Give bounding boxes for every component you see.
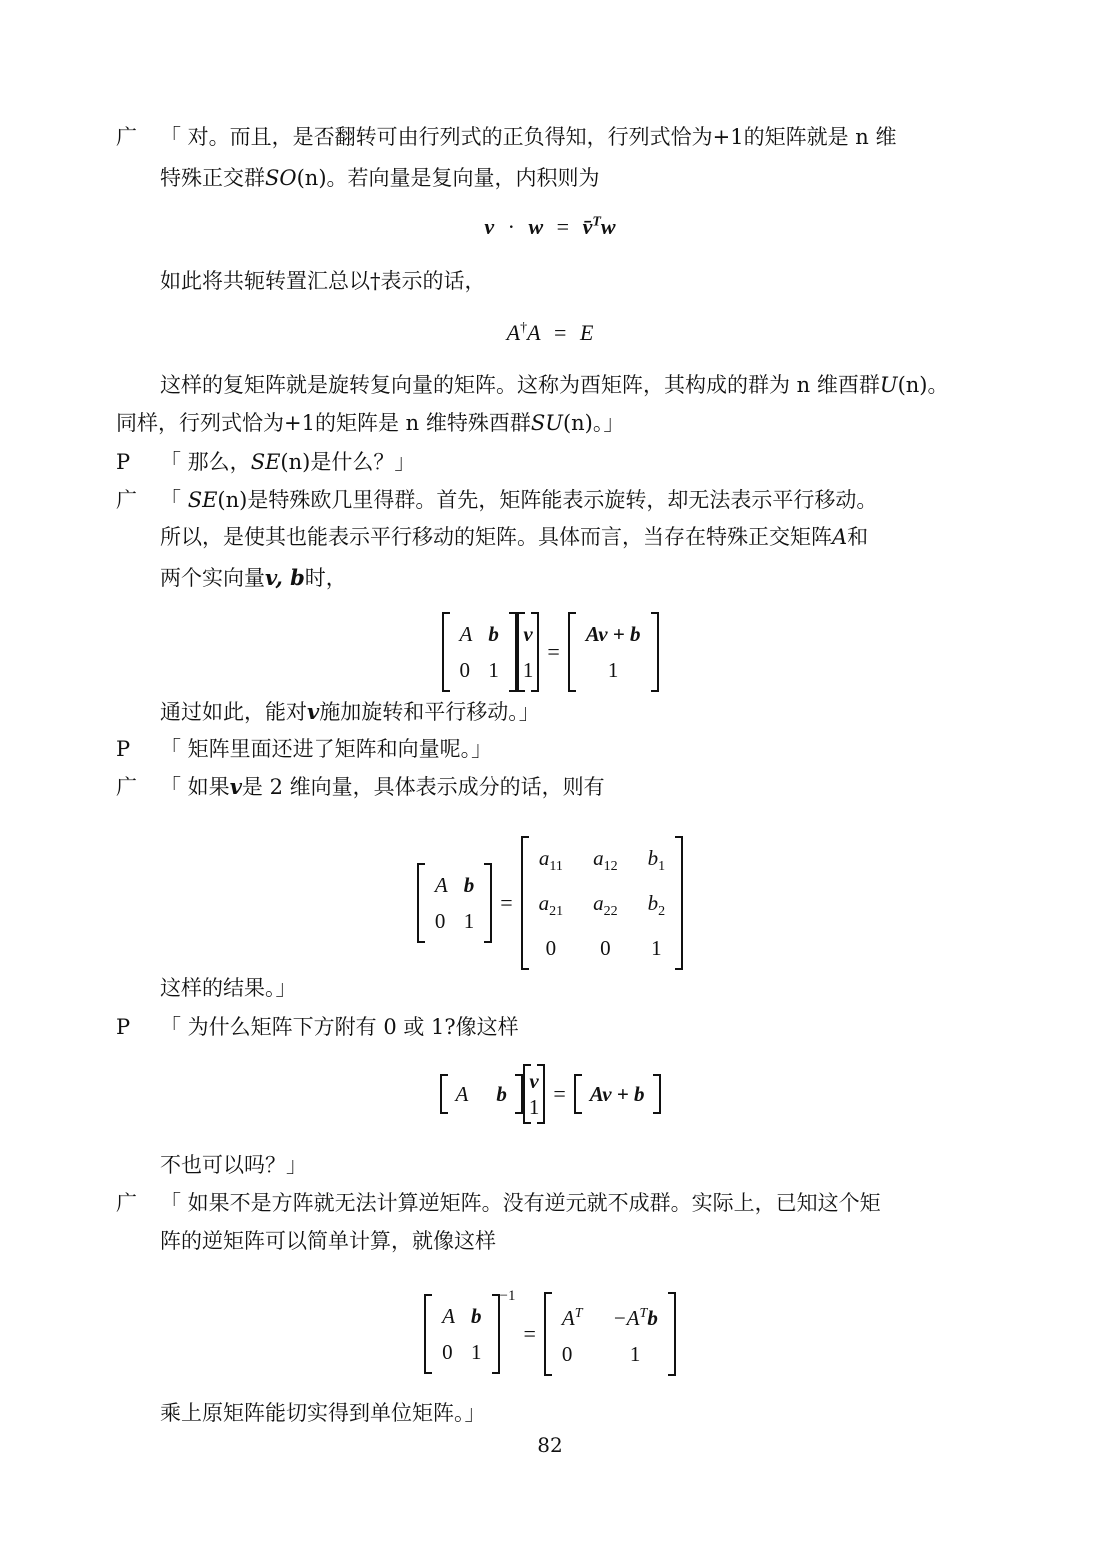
matrix-cell: 0: [545, 936, 557, 961]
math-sub: 1: [658, 859, 666, 875]
math-inline: v: [307, 699, 320, 724]
matrix-cell: A: [442, 1304, 455, 1328]
math-var: b: [647, 891, 659, 916]
text-line: 如此将共轭转置汇总以†表示的话，: [160, 269, 486, 293]
math-var: w: [528, 214, 544, 239]
text-line: 「 为什么矩阵下方附有 0 或 1?像这样: [160, 1015, 519, 1039]
math-sub: 11: [549, 859, 563, 875]
math-sup: T: [592, 214, 601, 230]
math-sub: 22: [603, 904, 618, 920]
vector-v-1: [517, 612, 540, 692]
matrix-cell: v: [529, 1069, 539, 1093]
matrix-3x3: [521, 836, 684, 970]
equation-unitary: [0, 320, 1100, 346]
matrix-cell: [571, 885, 626, 930]
math-inline: U: [879, 373, 898, 397]
matrix-cell: [531, 840, 572, 885]
math-sup: T: [574, 1306, 583, 1321]
matrix-expression: [440, 1064, 661, 1124]
text-line: [116, 408, 624, 438]
text-line: [160, 447, 415, 477]
matrix-cell: A: [434, 873, 448, 898]
math-op: =: [553, 1081, 566, 1106]
matrix-cell: 0: [600, 936, 611, 961]
matrix-cell: Av + b: [585, 622, 641, 646]
text-line: [160, 163, 600, 193]
math-inline: A: [832, 525, 848, 549]
text-line: 「 对。而且，是否翻转可由行列式的正负得知，行列式恰为+1的矩阵就是 n 维: [160, 125, 897, 149]
text-span: 「 如果: [160, 775, 230, 799]
math-sub: 21: [549, 904, 564, 920]
text-span: (n)。」: [562, 411, 625, 435]
matrix-cell: 0: [442, 1340, 453, 1364]
text-span: 同样，行列式恰为+1的矩阵是 n 维特殊酉群: [116, 411, 531, 435]
matrix-cell: v: [523, 622, 533, 646]
speaker-p: P: [116, 450, 131, 474]
text-line: 乘上原矩阵能切实得到单位矩阵。」: [160, 1401, 486, 1425]
math-var: a: [538, 891, 550, 916]
math-var: a: [593, 846, 604, 870]
vector-result: [574, 1074, 661, 1114]
matrix-cell: 0: [434, 909, 446, 934]
text-line: [160, 697, 540, 727]
matrix-cell: b: [463, 873, 475, 898]
matrix-A-b: [442, 612, 517, 692]
math-inline: v, b: [265, 565, 305, 590]
text-line: [160, 485, 877, 515]
matrix-cell: b: [496, 1082, 507, 1106]
math-inline: SU: [530, 411, 563, 435]
math-sub: 12: [603, 859, 618, 875]
speaker-p: P: [116, 1015, 131, 1039]
text-span: 是 2 维向量，具体表示成分的话，则有: [241, 775, 605, 799]
matrix-cell: [554, 1296, 591, 1336]
math-var: −A: [612, 1306, 640, 1330]
speaker-guang: 广: [116, 488, 137, 512]
text-line: 「 矩阵里面还进了矩阵和向量呢。」: [160, 737, 493, 761]
matrix-cell: 1: [629, 1342, 641, 1366]
math-var: E: [579, 320, 594, 345]
equation-homogeneous: [0, 612, 1100, 692]
text-span: 「 那么，: [160, 450, 251, 474]
matrix-cell: 1: [522, 658, 534, 682]
math-sup: T: [639, 1306, 648, 1321]
math-op: =: [500, 890, 513, 916]
matrix-cell: 1: [471, 1340, 482, 1364]
text-span: 通过如此，能对: [160, 700, 307, 724]
text-line: 「 如果不是方阵就无法计算逆矩阵。没有逆元就不成群。实际上，已知这个矩: [160, 1191, 881, 1215]
speaker-guang: 广: [116, 775, 137, 799]
text-span: 这样的复矩阵就是旋转复向量的矩阵。这称为酉矩阵，其构成的群为 n 维酉群: [160, 373, 880, 397]
matrix-cell: [571, 840, 626, 885]
matrix-cell: b: [488, 622, 499, 646]
math-var: A: [506, 320, 521, 345]
matrix-cell: 1: [607, 658, 619, 682]
text-line: 不也可以吗？」: [160, 1153, 307, 1177]
matrix-cell: 0: [561, 1342, 573, 1366]
text-span: (n)是什么？」: [280, 450, 416, 474]
matrix-cell: 1: [488, 658, 499, 682]
text-span: (n)。: [897, 373, 949, 397]
matrix-A-b: [424, 1294, 499, 1374]
text-span: 所以，是使其也能表示平行移动的矩阵。具体而言，当存在特殊正交矩阵: [160, 525, 832, 549]
text-span: 时，: [304, 566, 347, 590]
matrix-cell: [591, 1296, 666, 1336]
text-span: 两个实向量: [160, 566, 265, 590]
text-line: [160, 563, 347, 593]
matrix-cell: 1: [463, 909, 475, 934]
matrix-inverse: [544, 1292, 676, 1376]
matrix-cell: [626, 885, 674, 930]
matrix-cell: [626, 840, 674, 885]
math-op: =: [554, 320, 567, 345]
equation-nonsquare: [0, 1064, 1100, 1124]
math-sub: 2: [658, 904, 666, 920]
text-span: 和: [847, 525, 869, 549]
math-var: w: [600, 214, 616, 239]
matrix-expression: [442, 612, 659, 692]
math-op: =: [547, 639, 560, 664]
text-span: 特殊正交群: [160, 166, 265, 190]
matrix-row-A-b: [440, 1074, 523, 1114]
equation-inverse: [0, 1288, 1100, 1376]
math-var: A: [561, 1306, 575, 1330]
page-number: 82: [537, 1433, 563, 1457]
matrix-cell: 1: [651, 936, 662, 961]
matrix-cell: Av + b: [589, 1082, 645, 1106]
equation-inner-product: [0, 214, 1100, 240]
matrix-cell: 1: [528, 1095, 540, 1119]
math-var: a: [538, 846, 550, 870]
text-line: 阵的逆矩阵可以简单计算，就像这样: [160, 1229, 496, 1253]
math-op: ·: [507, 214, 515, 239]
text-span: 施加旋转和平行移动。」: [319, 700, 540, 724]
matrix-cell: 0: [459, 658, 470, 682]
math-var: b: [647, 846, 659, 870]
text-span: (n)是特殊欧几里得群。首先，矩阵能表示旋转，却无法表示平行移动。: [217, 488, 878, 512]
matrix-cell: A: [455, 1082, 469, 1106]
equation-components: [0, 836, 1100, 970]
math-var: a: [593, 891, 604, 916]
math-var: b: [647, 1306, 658, 1330]
math-var: v̄: [582, 214, 593, 239]
math-inline: v: [229, 774, 242, 799]
math-op: =: [523, 1321, 536, 1346]
speaker-guang: 广: [116, 125, 137, 149]
matrix-cell: [531, 885, 572, 930]
text-span: 「: [160, 488, 188, 512]
text-line: 这样的结果。」: [160, 976, 297, 1000]
matrix-cell: b: [471, 1304, 482, 1328]
speaker-p: P: [116, 737, 131, 761]
math-inline: SE: [187, 488, 218, 512]
math-inline: SO: [265, 166, 297, 190]
math-op: =: [556, 214, 570, 239]
matrix-expression: [424, 1288, 676, 1376]
math-sup: †: [520, 320, 528, 336]
text-line: [160, 370, 949, 400]
vector-result: [568, 612, 659, 692]
matrix-cell: A: [459, 622, 473, 646]
text-span: (n)。若向量是复向量，内积则为: [296, 166, 600, 190]
text-line: [160, 522, 868, 552]
matrix-A-b: [417, 863, 492, 943]
math-var: v: [484, 214, 495, 239]
math-inline: SE: [250, 450, 281, 474]
vector-v-1: [523, 1064, 546, 1124]
math-sup: −1: [499, 1288, 516, 1304]
math-var: A: [527, 320, 541, 345]
matrix-expression: [417, 836, 683, 970]
text-line: [160, 772, 605, 802]
speaker-guang: 广: [116, 1191, 137, 1215]
